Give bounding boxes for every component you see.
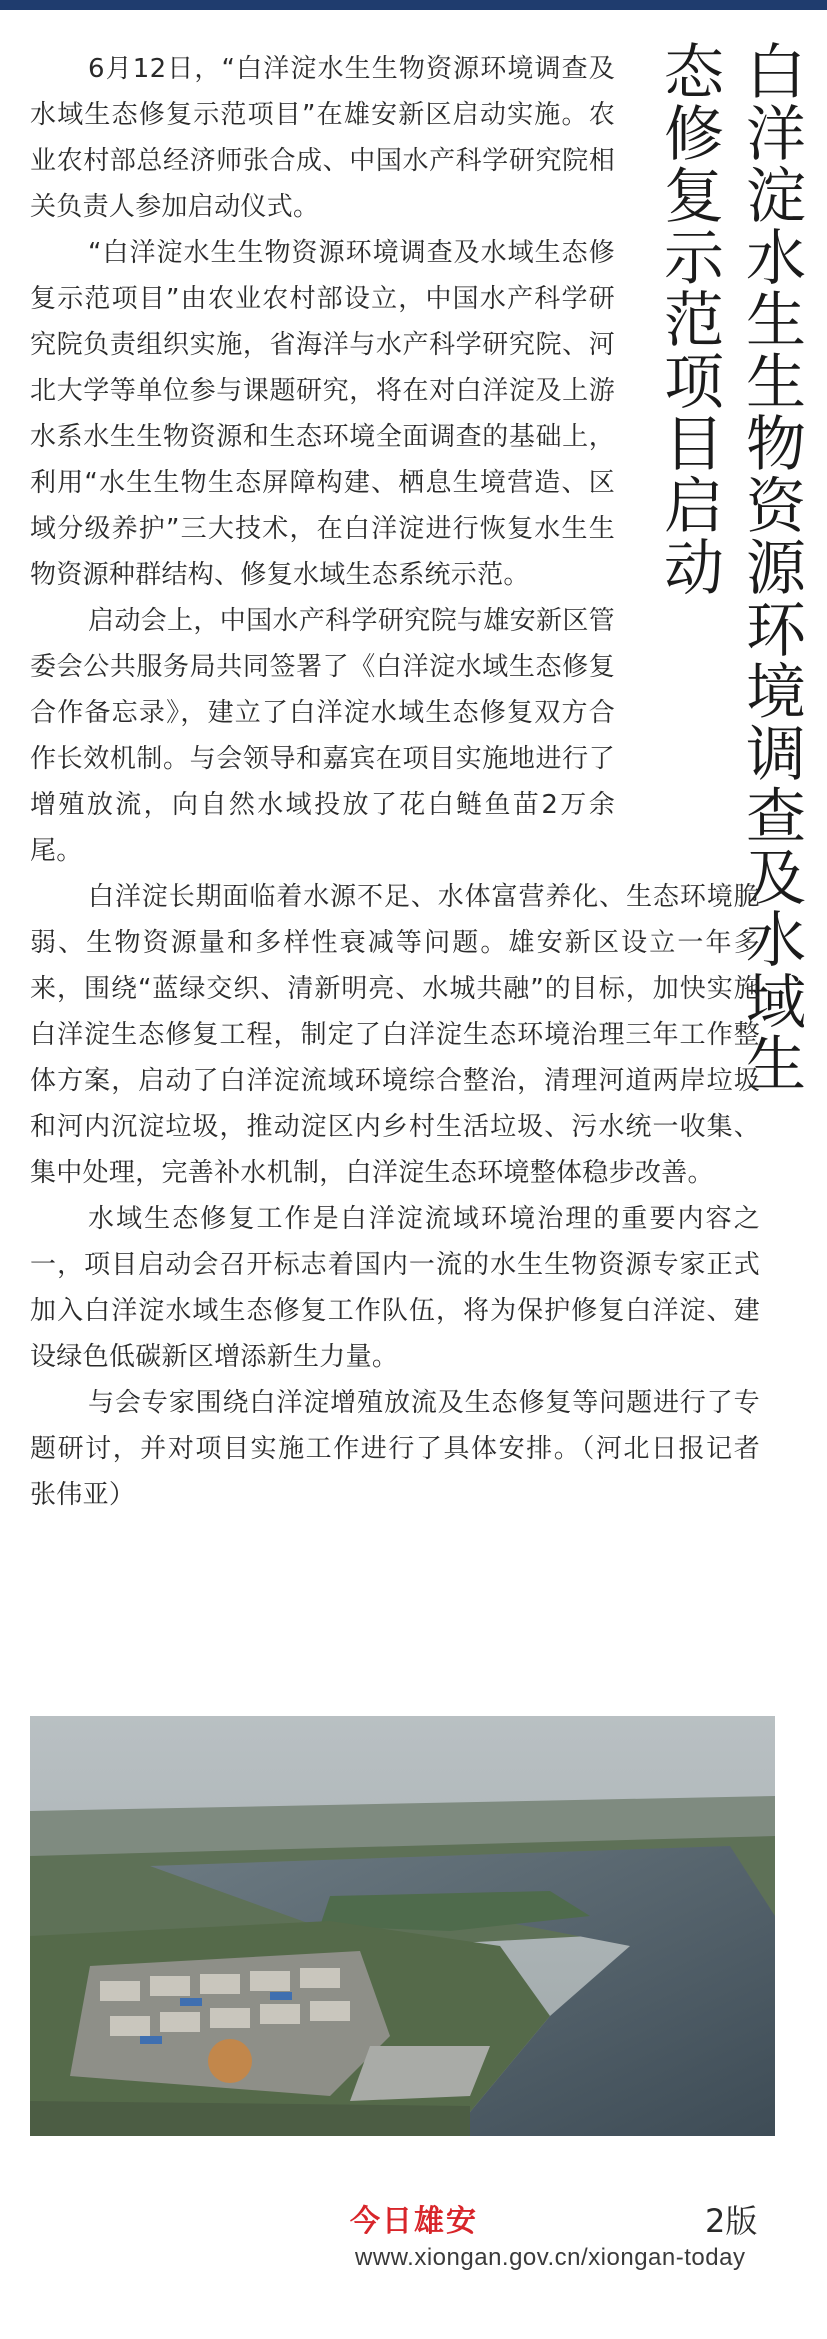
aerial-photo — [30, 1716, 775, 2136]
headline-line-1: 白洋淀水生生物资源环境调查及水域生 — [736, 40, 806, 1094]
article-paragraph: 水域生态修复工作是白洋淀流域环境治理的重要内容之一，项目启动会召开标志着国内一流的水生生物资源专家正式加入白洋淀水域生态修复工作队伍，将为保护修复白洋淀、建设绿色低碳新区增添新生力量。 — [30, 1204, 760, 1372]
article-paragraph: 白洋淀长期面临着水源不足、水体富营养化、生态环境脆弱、生物资源量和多样性衰减等问题。雄安新区设立一年多来，围绕“蓝绿交织、清新明亮、水城共融”的目标，加快实施白洋淀生态修复工程，制定了白洋淀生态环境治理三年工作整体方案，启动了白洋淀流域环境综合整治，清理河道两岸垃圾和河内沉淀垃圾，推动淀区内乡村生活垃圾、污水统一收集、集中处理，完善补水机制，白洋淀生态环境整体稳步改善。 — [30, 882, 760, 1188]
headline-line-2: 态修复示范项目启动 — [654, 40, 724, 598]
top-accent-bar — [0, 0, 827, 10]
article-body — [30, 46, 760, 1518]
article-paragraph: 与会专家围绕白洋淀增殖放流及生态修复等问题进行了专题研讨，并对项目实施工作进行了具体安排。（河北日报记者 张伟亚） — [30, 1388, 760, 1510]
article-paragraph: “白洋淀水生生物资源环境调查及水域生态修复示范项目”由农业农村部设立，中国水产科学研究院负责组织实施，省海洋与水产科学研究院、河北大学等单位参与课题研究，将在对白洋淀及上游水系水生生物资源和生态环境全面调查的基础上，利用“水生生物生态屏障构建、栖息生境营造、区域分级养护”三大技术，在白洋淀进行恢复水生生物资源种群结构、修复水域生态系统示范。 — [30, 238, 615, 590]
publication-logo: 今日雄安 — [350, 2204, 478, 2239]
page-number: 2版 — [705, 2202, 758, 2240]
article-paragraph: 6月12日，“白洋淀水生生物资源环境调查及水域生态修复示范项目”在雄安新区启动实施。农业农村部总经济师张合成、中国水产科学研究院相关负责人参加启动仪式。 — [30, 54, 615, 222]
article-paragraph: 启动会上，中国水产科学研究院与雄安新区管委会公共服务局共同签署了《白洋淀水域生态修复合作备忘录》，建立了白洋淀水域生态修复双方合作长效机制。与会领导和嘉宾在项目实施地进行了增殖放流，向自然水域投放了花白鲢鱼苗2万余尾。 — [30, 606, 615, 866]
website-url[interactable]: www.xiongan.gov.cn/xiongan-today — [355, 2244, 746, 2271]
aerial-photo-illustration — [30, 1716, 775, 2136]
